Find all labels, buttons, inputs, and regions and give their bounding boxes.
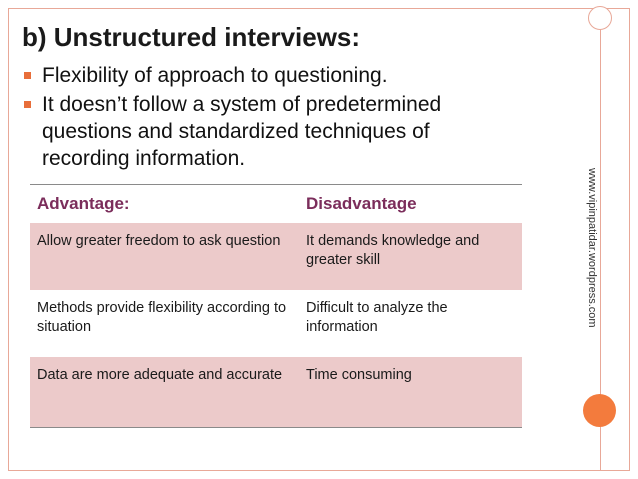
bullet-text: Flexibility of approach to questioning. [42,64,388,87]
advantage-cell: Data are more adequate and accurate [30,357,299,428]
disadvantage-cell: It demands knowledge and greater skill [299,223,522,290]
bullet-text: It doesn’t follow a system of predetermined questions and standardized techniques of recording information. [42,93,442,170]
table-row [30,290,522,357]
decorative-circle-top [588,6,612,30]
disadvantage-cell: Difficult to analyze the information [299,290,522,357]
bullet-list [22,62,512,172]
bullet-item [22,62,512,89]
slide-frame-right [629,8,630,471]
slide-frame-top [8,8,630,9]
disadvantage-cell: Time consuming [299,357,522,428]
watermark-url: www.vipinpatidar.wordpress.com [586,168,598,328]
square-bullet-icon [24,72,31,79]
table-header-row [30,185,522,224]
bullet-item [22,91,512,172]
slide-frame-left [8,8,9,471]
comparison-table [30,184,522,428]
advantage-cell: Methods provide flexibility according to situation [30,290,299,357]
table-row [30,357,522,428]
square-bullet-icon [24,101,31,108]
header-advantage: Advantage: [30,185,299,224]
header-disadvantage: Disadvantage [299,185,522,224]
decorative-circle-orange [583,394,616,427]
table-row [30,223,522,290]
slide-title: b) Unstructured interviews: [22,22,361,52]
advantage-cell: Allow greater freedom to ask question [30,223,299,290]
slide-frame-bottom [8,470,630,471]
